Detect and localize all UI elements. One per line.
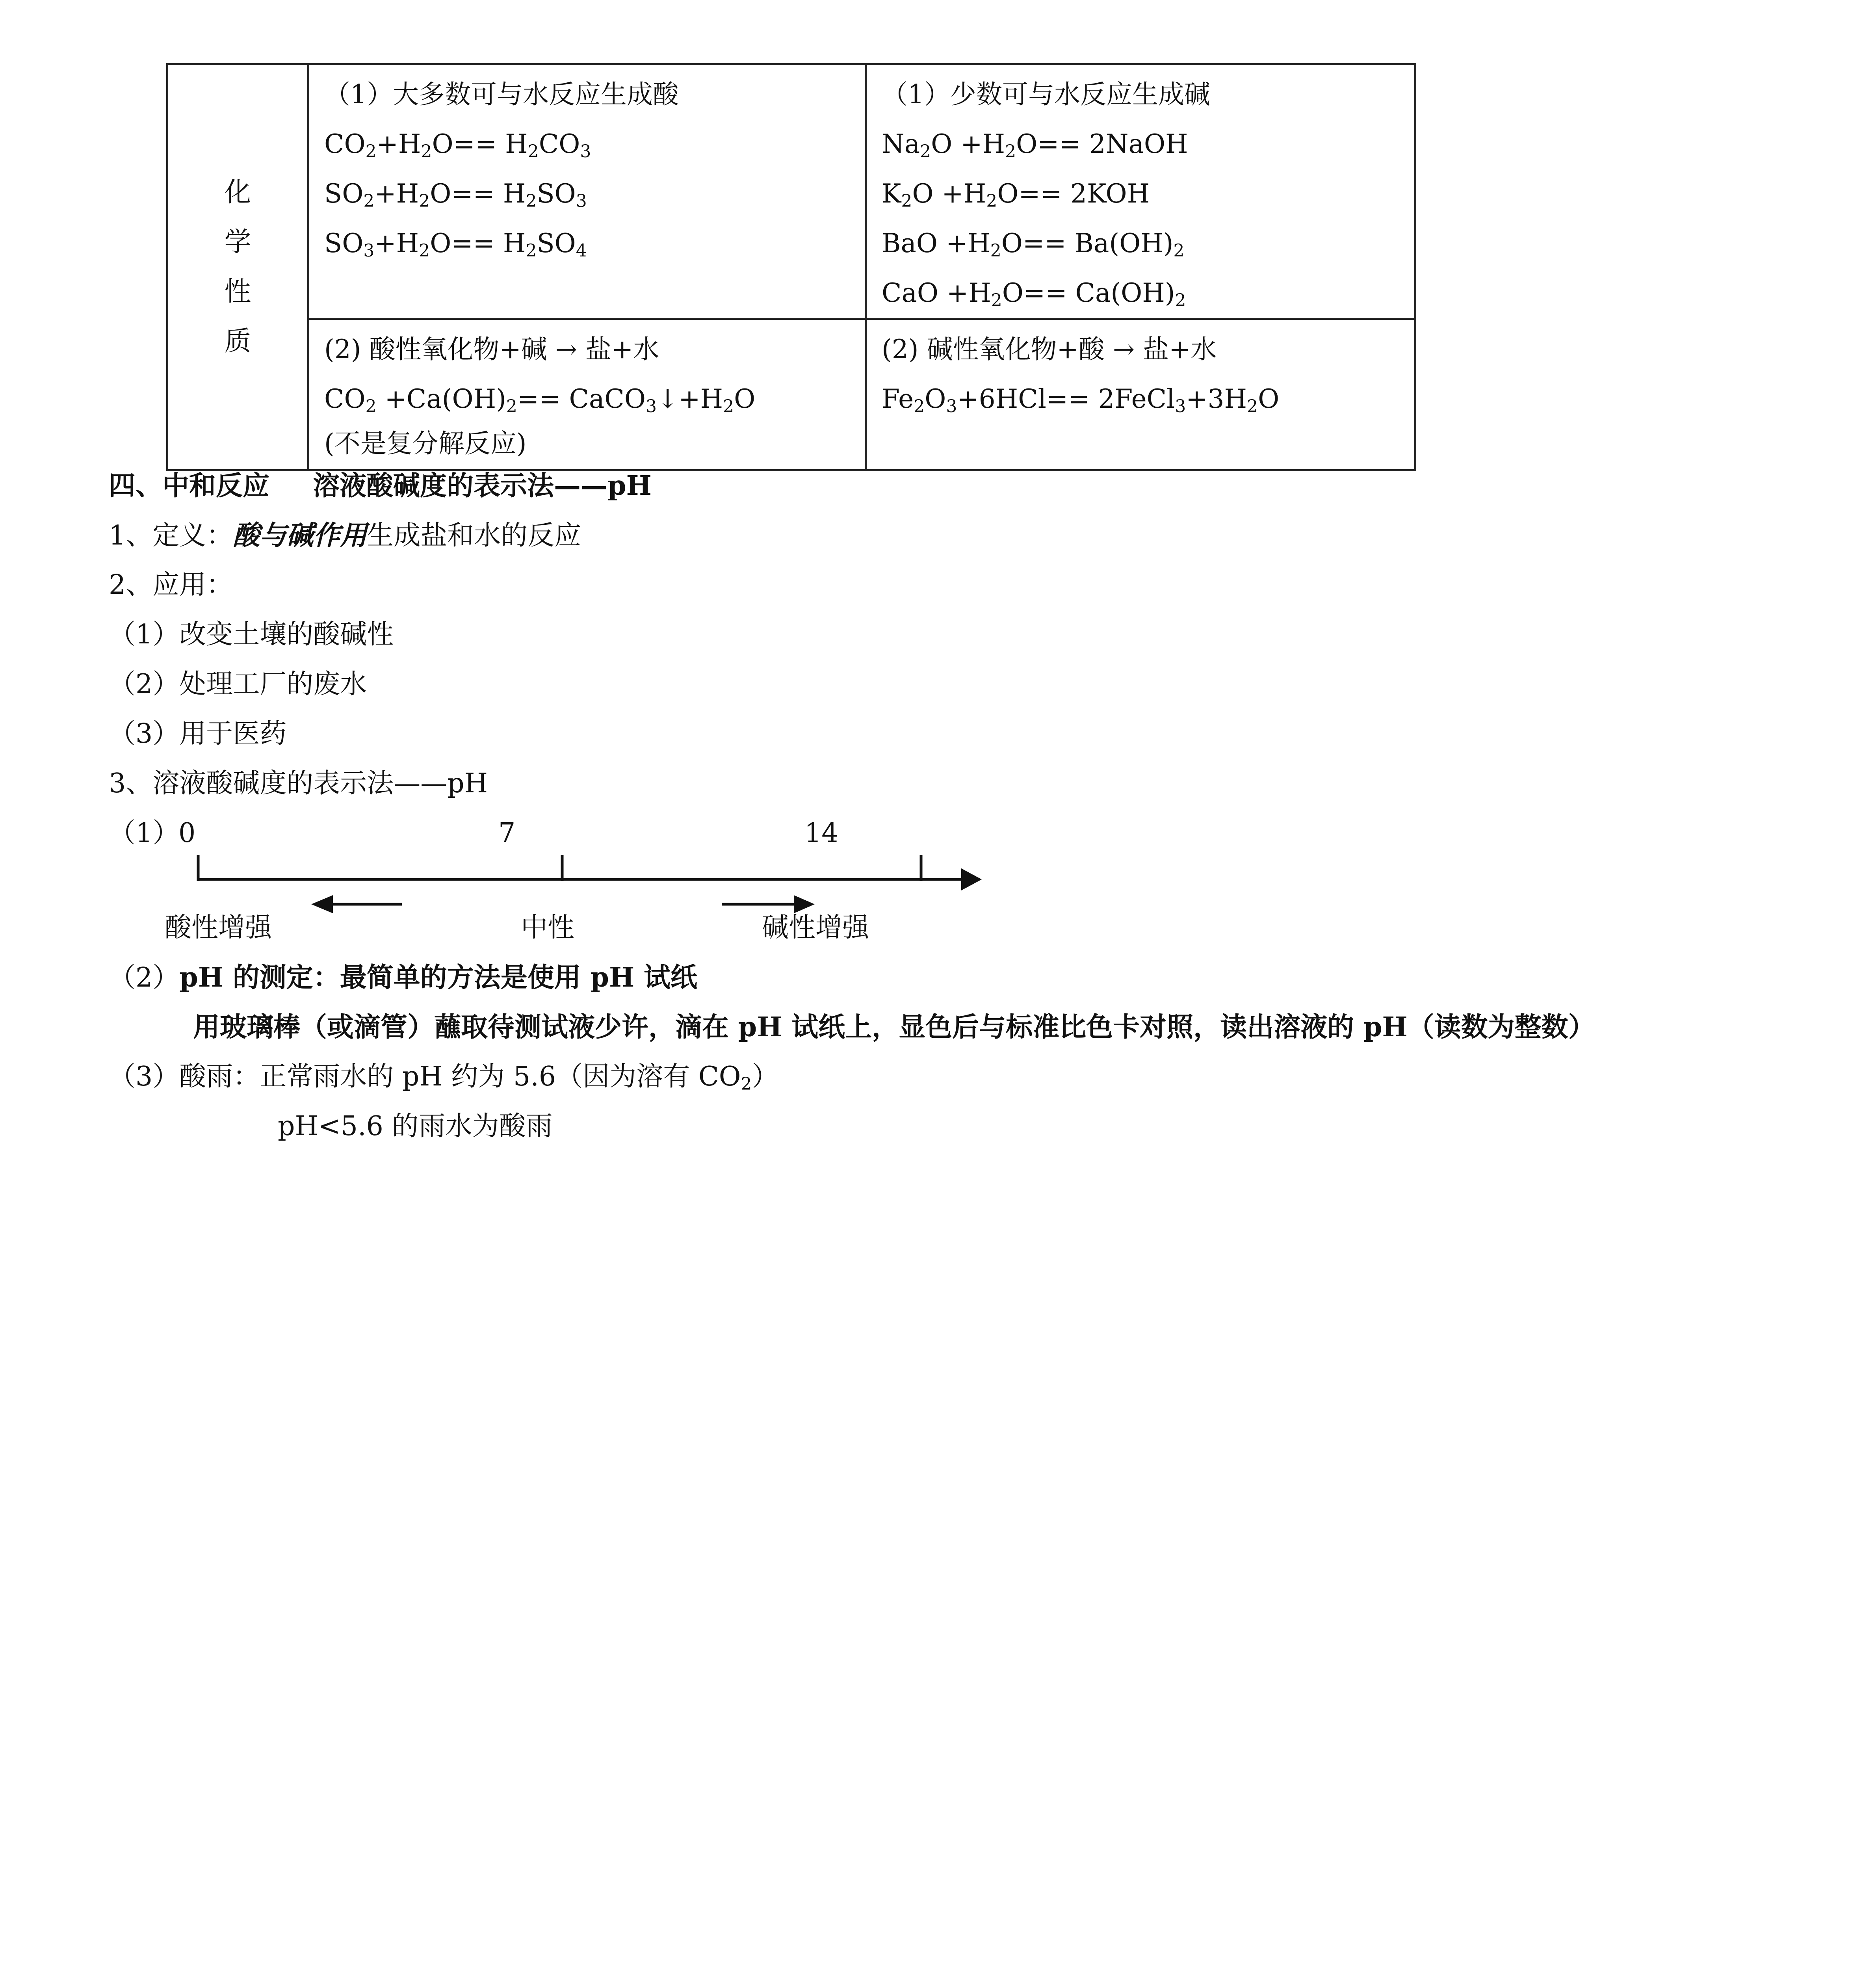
equation-k2o-h2o: $K_2O +H_2O== 2KOH$ bbox=[882, 178, 1150, 211]
reaction-note: (不是复分解反应) bbox=[324, 428, 527, 459]
equation-bao-h2o: BaO $+H_2O== Ba(OH)_2$ bbox=[882, 228, 1185, 261]
application-item: （2）处理工厂的废水 bbox=[109, 669, 367, 700]
ph-test-description: 用玻璃棒（或滴管）蘸取待测试液少许，滴在 pH 试纸上，显色后与标准比色卡对照，读出溶液的 pH（读数为整数） bbox=[193, 1011, 1595, 1043]
equation-co2-caoh2: $CO_2 +Ca(OH)_2==$ $CaCO_3↓+H_2O$ bbox=[324, 384, 756, 416]
row-label-char: 学 bbox=[224, 227, 251, 258]
acid-rain-line: （3）酸雨：正常雨水的 pH 约为 5.6（因为溶有 $CO_2$） bbox=[109, 1061, 779, 1094]
basic-oxide-prop2-title: (2) 碱性氧化物+酸 → 盐+水 bbox=[882, 334, 1217, 364]
acid-oxide-water-cell bbox=[308, 64, 866, 319]
basic-oxide-prop1-title: （1）少数可与水反应生成碱 bbox=[882, 79, 1210, 110]
equation-cao-h2o: CaO $+H_2O== Ca(OH)_2$ bbox=[882, 278, 1186, 310]
ph-tick-label-0: 0 bbox=[178, 818, 196, 849]
row-label-char: 性 bbox=[224, 276, 251, 307]
basic-oxide-water-cell bbox=[866, 64, 1415, 319]
ph-scale-axis-arrowhead bbox=[961, 868, 982, 890]
row-label-cell bbox=[167, 64, 308, 470]
ph-test-title: pH 的测定：最简单的方法是使用 pH 试纸 bbox=[179, 962, 697, 993]
ph-test-line: （2）pH 的测定：最简单的方法是使用 pH 试纸 bbox=[109, 962, 697, 993]
acid-rain-definition: pH<5.6 的雨水为酸雨 bbox=[278, 1111, 553, 1142]
equation-na2o-h2o: $Na_2O +H_2O==$ 2NaOH bbox=[882, 129, 1188, 162]
equation-co2-h2o: $CO_2+H_2O== H_2CO_3$ bbox=[324, 129, 591, 162]
acidity-label: 酸性增强 bbox=[165, 912, 272, 943]
application-item: （1）改变土壤的酸碱性 bbox=[109, 619, 394, 650]
equation-fe2o3-hcl: $Fe_2O_3+6HCl==$ $2FeCl_3+3H_2O$ bbox=[882, 384, 1280, 416]
ph-title: 3、溶液酸碱度的表示法——pH bbox=[109, 768, 488, 799]
acid-oxide-base-cell bbox=[308, 319, 866, 470]
definition-line: 1、定义：酸与碱作用生成盐和水的反应 bbox=[109, 520, 581, 551]
row-label-char: 质 bbox=[224, 326, 251, 357]
acid-oxide-prop2-title: (2) 酸性氧化物+碱 → 盐+水 bbox=[324, 334, 659, 364]
equation-so3-h2o: $SO_3+H_2O== H_2SO_4$ bbox=[324, 228, 587, 261]
row-label-char: 化 bbox=[224, 177, 251, 208]
ph-scale-prefix: （1） bbox=[109, 818, 180, 849]
basic-oxide-acid-cell bbox=[866, 319, 1415, 470]
ph-tick-label-14: 14 bbox=[804, 818, 839, 849]
acid-oxide-prop1-title: （1）大多数可与水反应生成酸 bbox=[324, 79, 679, 110]
acidity-arrow-head bbox=[311, 895, 333, 913]
oxide-properties-table bbox=[166, 63, 1414, 462]
definition-emphasis: 酸与碱作用 bbox=[233, 520, 367, 551]
application-title: 2、应用： bbox=[109, 569, 233, 600]
section-heading: 四、中和反应 溶液酸碱度的表示法——pH bbox=[109, 470, 652, 502]
application-item: （3）用于医药 bbox=[109, 718, 287, 749]
ph-tick-label-7: 7 bbox=[498, 818, 516, 849]
basicity-label: 碱性增强 bbox=[762, 912, 869, 943]
row-label bbox=[168, 174, 307, 361]
neutral-label: 中性 bbox=[521, 912, 575, 943]
ph-scale-diagram bbox=[0, 820, 1876, 969]
equation-so2-h2o: $SO_2+H_2O== H_2SO_3$ bbox=[324, 178, 587, 211]
